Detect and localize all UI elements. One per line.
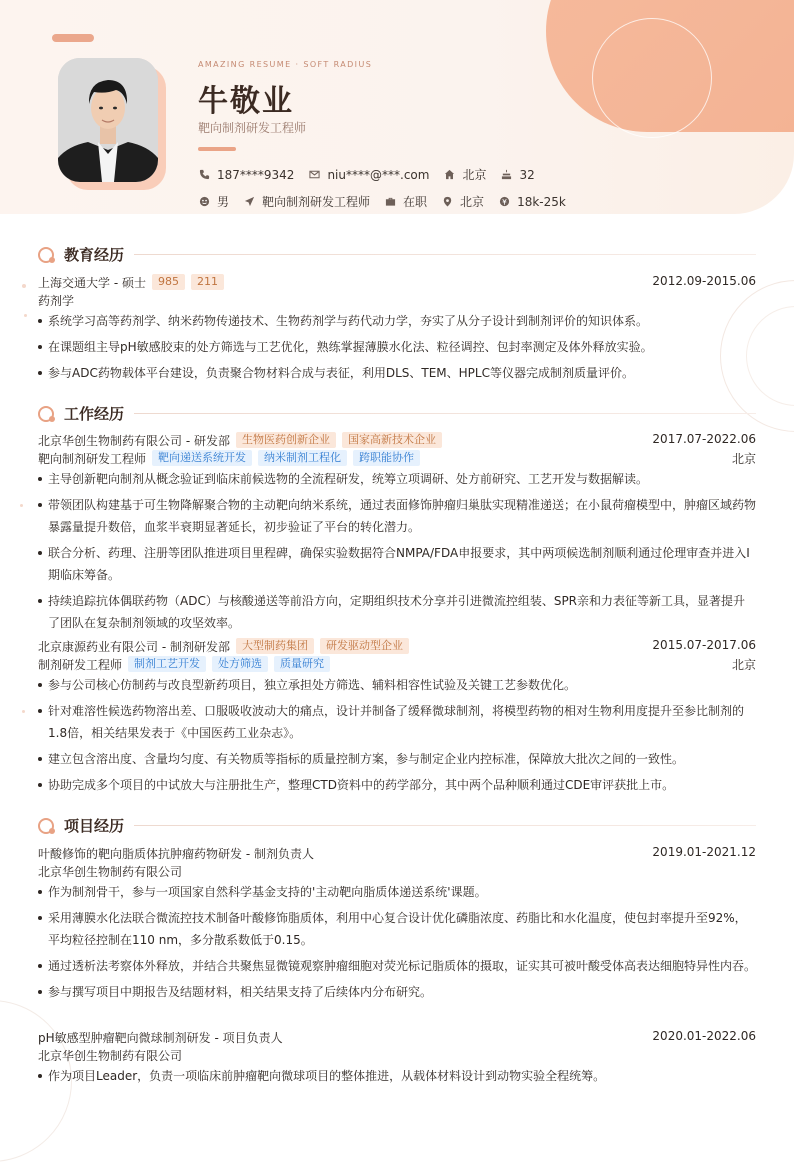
profile-city: 北京 — [441, 193, 484, 210]
job-title: 制剂研发工程师 — [38, 657, 123, 672]
contact-home: 北京 — [443, 166, 486, 183]
section-header-education — [38, 244, 756, 265]
profile-salary: 18k-25k — [498, 195, 566, 209]
list-item: 带领团队构建基于可生物降解聚合物的主动靶向纳米系统，通过表面修饰肿瘤归巢肽实现精准递送；在小鼠荷瘤模型中，肿瘤区域药物暴露量提升数倍，血浆半衰期显著延长，初步验证了平台的转化潜力。 — [38, 494, 756, 538]
list-item: 作为项目Leader，负责一项临床前肿瘤靶向微球项目的整体推进，从载体材料设计到动物实验全程统筹。 — [38, 1065, 756, 1087]
project-name: 叶酸修饰的靶向脂质体抗肿瘤药物研发 - 制剂负责人 — [38, 846, 314, 861]
school-tag: 985 — [152, 274, 185, 290]
company-name: 北京康源药业有限公司 - 制剂研发部 — [38, 639, 230, 654]
work-title-line — [38, 655, 756, 673]
header-accent-pill — [52, 34, 94, 42]
project-name: pH敏感型肿瘤靶向微球制剂研发 - 项目负责人 — [38, 1030, 283, 1045]
education-entry — [38, 273, 756, 388]
work-bullets — [38, 468, 756, 634]
education-bullets — [38, 310, 756, 384]
home-icon — [443, 169, 455, 181]
work-date: 2015.07-2017.06 — [652, 638, 756, 652]
cake-icon — [500, 169, 512, 181]
project-bullets — [38, 881, 756, 1003]
section-icon — [38, 246, 56, 264]
section-icon — [38, 817, 56, 835]
work-entry — [38, 431, 756, 638]
mail-icon — [308, 169, 320, 181]
project-entry — [38, 1028, 756, 1091]
profile-gender: 男 — [198, 193, 229, 210]
section-header-work — [38, 403, 756, 424]
project-org: 北京华创生物制药有限公司 — [38, 864, 183, 879]
gender-icon — [198, 196, 210, 208]
list-item: 持续追踪抗体偶联药物（ADC）与核酸递送等前沿方向，定期组织技术分享并引进微流控组装、SPR亲和力表征等新工具，显著提升了团队在复杂制剂领域的攻坚效率。 — [38, 590, 756, 634]
project-name-line — [38, 844, 756, 862]
work-company-line — [38, 431, 756, 449]
company-tag: 研发驱动型企业 — [320, 638, 409, 654]
list-item: 建立包含溶出度、含量均匀度、有关物质等指标的质量控制方案，参与制定企业内控标准，保障放大批次之间的一致性。 — [38, 748, 756, 770]
skill-tag: 靶向递送系统开发 — [152, 450, 252, 466]
list-item: 作为制剂骨干，参与一项国家自然科学基金支持的'主动靶向脂质体递送系统'课题。 — [38, 881, 756, 903]
phone-icon — [198, 169, 210, 181]
project-date: 2019.01-2021.12 — [652, 845, 756, 859]
work-city: 北京 — [731, 452, 756, 466]
education-date: 2012.09-2015.06 — [652, 274, 756, 288]
role-underline — [198, 147, 236, 151]
project-date: 2020.01-2022.06 — [652, 1029, 756, 1043]
section-divider — [134, 254, 756, 255]
project-org: 北京华创生物制药有限公司 — [38, 1048, 183, 1063]
contact-row — [198, 166, 549, 183]
project-entry — [38, 844, 756, 1007]
send-icon — [243, 196, 255, 208]
project-bullets — [38, 1065, 756, 1087]
job-title: 靶向制剂研发工程师 — [38, 451, 147, 466]
list-item: 主导创新靶向制剂从概念验证到临床前候选物的全流程研发，统筹立项调研、处方前研究、工艺开发与数据解读。 — [38, 468, 756, 490]
section-divider — [134, 413, 756, 414]
briefcase-icon — [384, 196, 396, 208]
profile-target-role: 靶向制剂研发工程师 — [243, 193, 370, 210]
skill-tag: 处方筛选 — [212, 656, 268, 672]
company-tag: 大型制药集团 — [236, 638, 314, 654]
education-major: 药剂学 — [38, 293, 75, 308]
list-item: 参与ADC药物载体平台建设，负责聚合物材料合成与表征，利用DLS、TEM、HPLC等仪器完成制剂质量评价。 — [38, 362, 756, 384]
project-name-line — [38, 1028, 756, 1046]
header-eyebrow: AMAZING RESUME · SOFT RADIUS — [198, 60, 373, 69]
work-entry — [38, 637, 756, 800]
candidate-role: 靶向制剂研发工程师 — [198, 121, 307, 135]
avatar — [58, 58, 158, 182]
profile-status: 在职 — [384, 193, 427, 210]
work-title-line — [38, 449, 756, 467]
education-school-line — [38, 273, 756, 291]
list-item: 采用薄膜水化法联合微流控技术制备叶酸修饰脂质体，利用中心复合设计优化磷脂浓度、药脂比和水化温度，使包封率提升至92%，平均粒径控制在110 nm，多分散系数低于0.15。 — [38, 907, 756, 951]
contact-email: niu****@***.com — [308, 168, 429, 182]
section-title: 项目经历 — [64, 817, 125, 835]
money-icon — [498, 196, 510, 208]
list-item: 协助完成多个项目的中试放大与注册批生产，整理CTD资料中的药学部分，其中两个品种顺利通过CDE审评获批上市。 — [38, 774, 756, 796]
section-header-projects — [38, 815, 756, 836]
candidate-name: 牛敬业 — [198, 84, 294, 119]
header-decor-ring — [592, 18, 712, 138]
company-tag: 国家高新技术企业 — [342, 432, 442, 448]
section-title: 工作经历 — [64, 405, 125, 423]
section-title: 教育经历 — [64, 246, 125, 264]
school-tag: 211 — [191, 274, 224, 290]
list-item: 参与撰写项目中期报告及结题材料，相关结果支持了后续体内分布研究。 — [38, 981, 756, 1003]
skill-tag: 质量研究 — [274, 656, 330, 672]
location-pin-icon — [441, 196, 453, 208]
list-item: 在课题组主导pH敏感胶束的处方筛选与工艺优化，熟练掌握薄膜水化法、粒径调控、包封率测定及体外释放实验。 — [38, 336, 756, 358]
school-name: 上海交通大学 - 硕士 — [38, 275, 146, 290]
list-item: 通过透析法考察体外释放，并结合共聚焦显微镜观察肿瘤细胞对荧光标记脂质体的摄取，证实其可被叶酸受体高表达细胞特异性内吞。 — [38, 955, 756, 977]
skill-tag: 纳米制剂工程化 — [258, 450, 347, 466]
list-item: 针对难溶性候选药物溶出差、口服吸收波动大的痛点，设计并制备了缓释微球制剂，将模型药物的相对生物利用度提升至参比制剂的1.8倍，相关结果发表于《中国医药工业杂志》。 — [38, 700, 756, 744]
decor-dot — [20, 504, 23, 507]
company-tag: 生物医药创新企业 — [236, 432, 336, 448]
decor-dot — [24, 314, 27, 317]
skill-tag: 跨职能协作 — [353, 450, 420, 466]
company-name: 北京华创生物制药有限公司 - 研发部 — [38, 433, 230, 448]
work-date: 2017.07-2022.06 — [652, 432, 756, 446]
section-divider — [134, 825, 756, 826]
list-item: 参与公司核心仿制药与改良型新药项目，独立承担处方筛选、辅料相容性试验及关键工艺参数优化。 — [38, 674, 756, 696]
profile-row — [198, 193, 580, 210]
contact-age: 32 — [500, 168, 534, 182]
contact-phone: 187****9342 — [198, 168, 294, 182]
decor-dot — [22, 710, 25, 713]
avatar-portrait — [58, 58, 158, 182]
list-item: 联合分析、药理、注册等团队推进项目里程碑，确保实验数据符合NMPA/FDA申报要求，其中两项候选制剂顺利通过伦理审查并进入I期临床筹备。 — [38, 542, 756, 586]
work-company-line — [38, 637, 756, 655]
decor-dot — [22, 284, 26, 288]
skill-tag: 制剂工艺开发 — [128, 656, 206, 672]
work-bullets — [38, 674, 756, 796]
list-item: 系统学习高等药剂学、纳米药物传递技术、生物药剂学与药代动力学，夯实了从分子设计到制剂评价的知识体系。 — [38, 310, 756, 332]
section-icon — [38, 405, 56, 423]
work-city: 北京 — [731, 658, 756, 672]
